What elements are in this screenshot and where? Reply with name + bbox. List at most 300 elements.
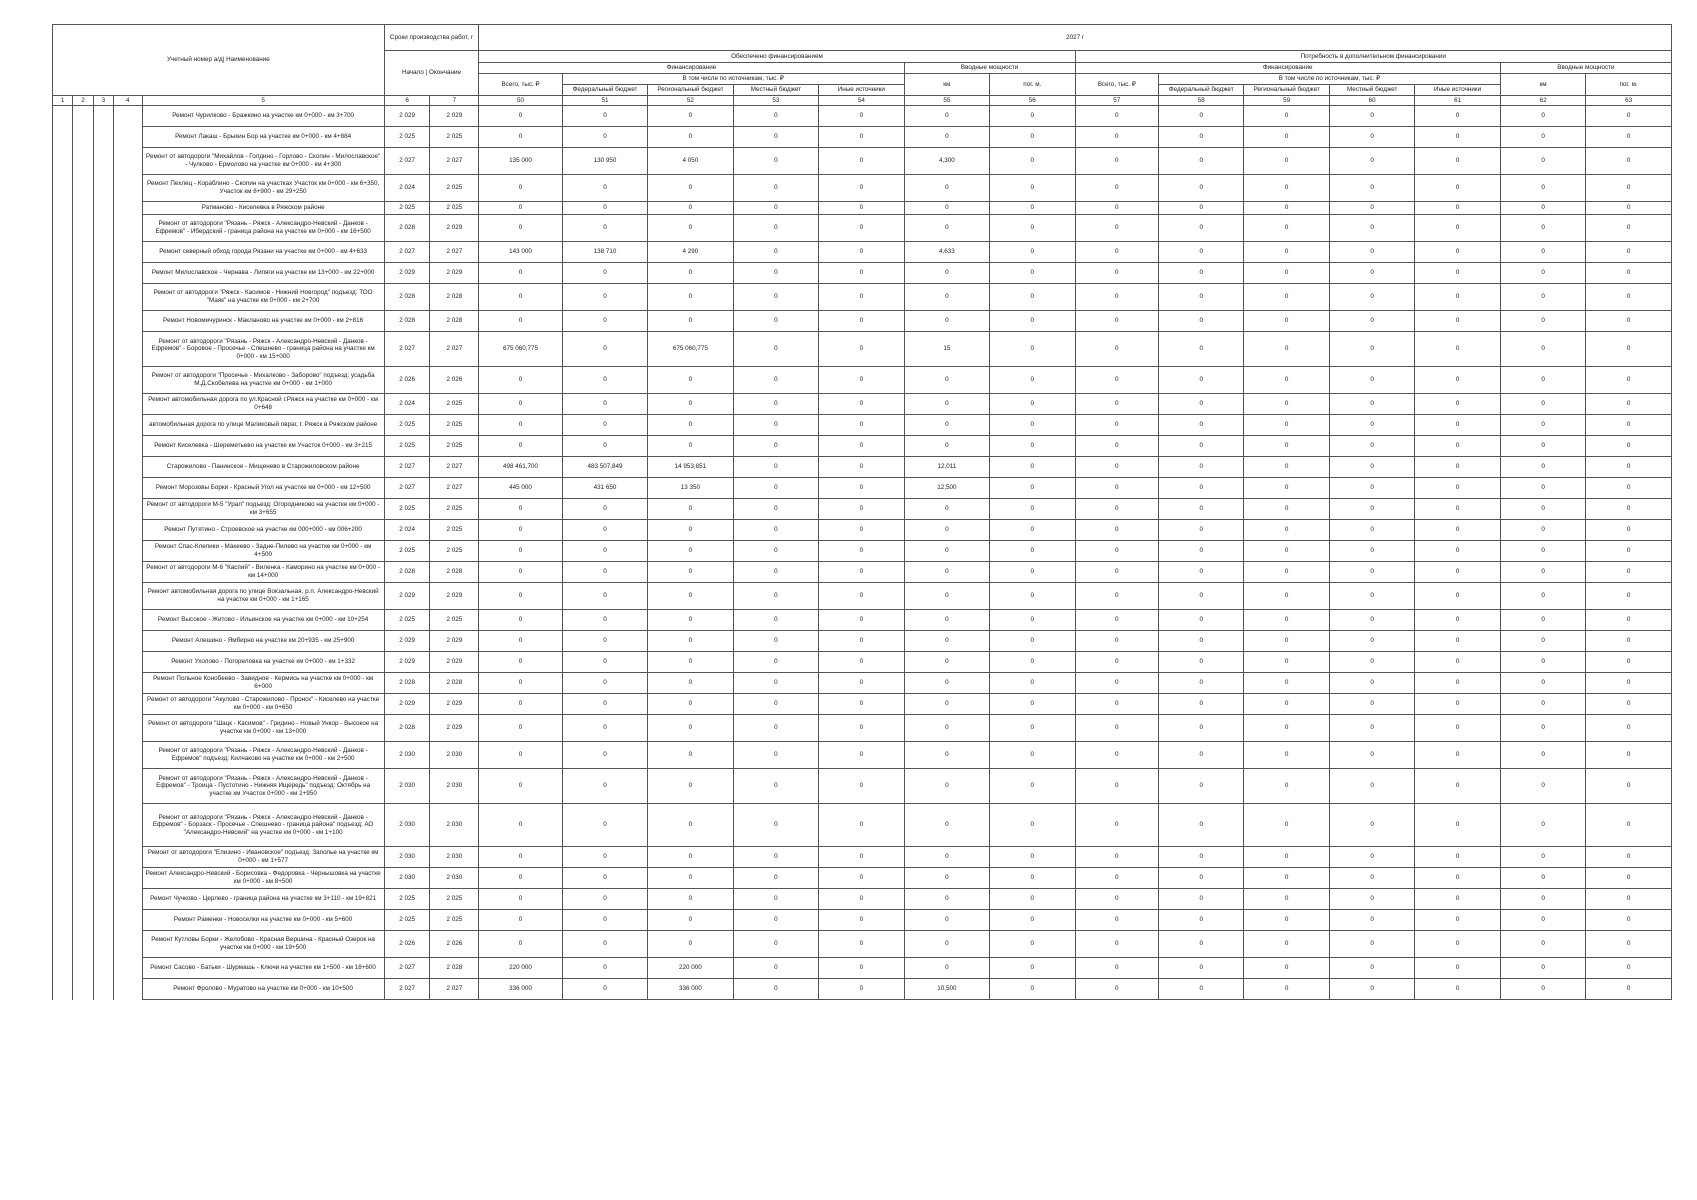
value-cell: 0 bbox=[990, 436, 1075, 457]
value-cell: 0 bbox=[1075, 415, 1158, 436]
index-cell bbox=[93, 804, 113, 847]
index-cell bbox=[73, 106, 93, 127]
start-year-cell: 2 028 bbox=[384, 673, 430, 694]
value-cell: 0 bbox=[1415, 520, 1500, 541]
value-cell: 0 bbox=[733, 520, 818, 541]
index-cell bbox=[53, 106, 73, 127]
value-cell: 0 bbox=[1158, 106, 1243, 127]
value-cell: 0 bbox=[1158, 284, 1243, 311]
value-cell: 0 bbox=[990, 263, 1075, 284]
index-cell bbox=[93, 652, 113, 673]
value-cell: 0 bbox=[1329, 868, 1414, 889]
value-cell: 0 bbox=[990, 541, 1075, 562]
value-cell: 0 bbox=[819, 520, 904, 541]
value-cell: 0 bbox=[1329, 847, 1414, 868]
value-cell: 0 bbox=[1158, 499, 1243, 520]
index-cell bbox=[73, 499, 93, 520]
table-row bbox=[53, 499, 1672, 520]
value-cell: 0 bbox=[733, 694, 818, 715]
value-cell: 0 bbox=[904, 367, 989, 394]
value-cell: 0 bbox=[562, 958, 647, 979]
table-row bbox=[53, 715, 1672, 742]
table-row bbox=[53, 889, 1672, 910]
value-cell: 0 bbox=[1329, 215, 1414, 242]
column-number: 52 bbox=[648, 96, 733, 106]
road-name-cell: Ремонт от автодороги "Шацк - Касимов" - Гридино - Новый Ункор - Высокое на участке км 0+000 - км 13+000 bbox=[142, 715, 384, 742]
value-cell: 0 bbox=[990, 311, 1075, 332]
index-cell bbox=[73, 958, 93, 979]
value-cell: 0 bbox=[733, 673, 818, 694]
value-cell: 0 bbox=[990, 769, 1075, 804]
column-number: 60 bbox=[1329, 96, 1414, 106]
end-year-cell: 2 028 bbox=[430, 284, 479, 311]
road-name-cell: Ремонт от автодороги "Просечье - Михалково - Заборово" подъезд: усадьба М.Д.Скобелева на участке км 0+000 - км 1+000 bbox=[142, 367, 384, 394]
value-cell: 0 bbox=[648, 652, 733, 673]
end-year-cell: 2 028 bbox=[430, 311, 479, 332]
index-cell bbox=[73, 311, 93, 332]
value-cell: 0 bbox=[1075, 202, 1158, 215]
value-cell: 0 bbox=[1415, 694, 1500, 715]
value-cell: 0 bbox=[1415, 148, 1500, 175]
value-cell: 0 bbox=[904, 673, 989, 694]
header-federal-secured: Федеральный бюджет bbox=[562, 85, 647, 96]
value-cell: 0 bbox=[1244, 694, 1329, 715]
value-cell: 0 bbox=[1075, 715, 1158, 742]
value-cell: 0 bbox=[648, 715, 733, 742]
end-year-cell: 2 030 bbox=[430, 804, 479, 847]
value-cell: 0 bbox=[990, 562, 1075, 583]
index-cell bbox=[114, 889, 142, 910]
index-cell bbox=[53, 284, 73, 311]
value-cell: 0 bbox=[1158, 631, 1243, 652]
value-cell: 0 bbox=[904, 583, 989, 610]
index-cell bbox=[73, 202, 93, 215]
value-cell: 0 bbox=[990, 804, 1075, 847]
value-cell: 0 bbox=[562, 499, 647, 520]
index-cell bbox=[53, 631, 73, 652]
value-cell: 0 bbox=[1415, 769, 1500, 804]
value-cell: 0 bbox=[1586, 148, 1672, 175]
value-cell: 0 bbox=[479, 436, 562, 457]
road-name-cell: Ремонт Чучково - Церлево - граница района на участке км 3+110 - км 19+821 bbox=[142, 889, 384, 910]
value-cell: 0 bbox=[733, 889, 818, 910]
value-cell: 0 bbox=[1500, 415, 1585, 436]
index-cell bbox=[114, 457, 142, 478]
road-name-cell: Ремонт Александро-Невский - Борисовка - Федоровка - Чернышовка на участке км 0+000 - км 8+500 bbox=[142, 868, 384, 889]
start-year-cell: 2 026 bbox=[384, 931, 430, 958]
header-year: 2027 г bbox=[479, 25, 1672, 51]
value-cell: 0 bbox=[479, 394, 562, 415]
start-year-cell: 2 029 bbox=[384, 583, 430, 610]
value-cell: 0 bbox=[819, 742, 904, 769]
index-cell bbox=[53, 520, 73, 541]
value-cell: 0 bbox=[562, 715, 647, 742]
value-cell: 0 bbox=[1329, 541, 1414, 562]
document-sheet bbox=[52, 24, 1672, 1000]
index-cell bbox=[93, 499, 113, 520]
value-cell: 0 bbox=[1329, 715, 1414, 742]
value-cell: 0 bbox=[1244, 583, 1329, 610]
index-cell bbox=[93, 631, 113, 652]
value-cell: 0 bbox=[1244, 499, 1329, 520]
start-year-cell: 2 029 bbox=[384, 631, 430, 652]
value-cell: 0 bbox=[819, 931, 904, 958]
value-cell: 0 bbox=[1244, 263, 1329, 284]
value-cell: 0 bbox=[819, 311, 904, 332]
value-cell: 0 bbox=[1415, 332, 1500, 367]
value-cell: 0 bbox=[1415, 202, 1500, 215]
index-cell bbox=[73, 215, 93, 242]
index-cell bbox=[114, 979, 142, 1000]
value-cell: 0 bbox=[990, 332, 1075, 367]
value-cell: 0 bbox=[990, 367, 1075, 394]
value-cell: 0 bbox=[1329, 931, 1414, 958]
value-cell: 0 bbox=[733, 541, 818, 562]
value-cell: 0 bbox=[1586, 332, 1672, 367]
value-cell: 0 bbox=[990, 106, 1075, 127]
value-cell: 0 bbox=[1158, 311, 1243, 332]
value-cell: 0 bbox=[1244, 910, 1329, 931]
index-cell bbox=[53, 215, 73, 242]
value-cell: 0 bbox=[1244, 415, 1329, 436]
value-cell: 0 bbox=[1075, 499, 1158, 520]
table-row bbox=[53, 541, 1672, 562]
road-name-cell: Ремонт Высокое - Житово - Ильинское на участке км 0+000 - км 10+254 bbox=[142, 610, 384, 631]
table-row bbox=[53, 478, 1672, 499]
index-cell bbox=[53, 415, 73, 436]
value-cell: 0 bbox=[1500, 175, 1585, 202]
value-cell: 0 bbox=[1158, 562, 1243, 583]
value-cell: 0 bbox=[819, 499, 904, 520]
value-cell: 0 bbox=[1586, 436, 1672, 457]
road-name-cell: Ремонт Фролово - Муратово на участке км 0+000 - км 10+500 bbox=[142, 979, 384, 1000]
value-cell: 0 bbox=[990, 394, 1075, 415]
end-year-cell: 2 025 bbox=[430, 415, 479, 436]
table-row bbox=[53, 457, 1672, 478]
table-row bbox=[53, 284, 1672, 311]
end-year-cell: 2 026 bbox=[430, 931, 479, 958]
index-cell bbox=[73, 847, 93, 868]
value-cell: 0 bbox=[819, 284, 904, 311]
end-year-cell: 2 028 bbox=[430, 562, 479, 583]
value-cell: 0 bbox=[819, 847, 904, 868]
value-cell: 0 bbox=[479, 715, 562, 742]
value-cell: 0 bbox=[819, 202, 904, 215]
table-row bbox=[53, 910, 1672, 931]
table-row bbox=[53, 242, 1672, 263]
value-cell: 0 bbox=[1075, 457, 1158, 478]
value-cell: 0 bbox=[1075, 804, 1158, 847]
table-row bbox=[53, 979, 1672, 1000]
value-cell: 0 bbox=[1158, 520, 1243, 541]
index-cell bbox=[93, 868, 113, 889]
value-cell: 675 060,775 bbox=[479, 332, 562, 367]
index-cell bbox=[114, 931, 142, 958]
value-cell: 0 bbox=[904, 436, 989, 457]
header-terms: Сроки производства работ, г bbox=[384, 25, 479, 51]
value-cell: 0 bbox=[990, 631, 1075, 652]
value-cell: 0 bbox=[1500, 931, 1585, 958]
value-cell: 0 bbox=[733, 415, 818, 436]
end-year-cell: 2 029 bbox=[430, 263, 479, 284]
value-cell: 0 bbox=[479, 367, 562, 394]
road-name-cell: Ремонт от автодороги "Михайлов - Голдино - Горлово - Скопин - Милославское" - Чулково - Ермолово на участке км 0+000 - км 4+300 bbox=[142, 148, 384, 175]
index-cell bbox=[93, 478, 113, 499]
value-cell: 0 bbox=[1075, 520, 1158, 541]
value-cell: 0 bbox=[1244, 520, 1329, 541]
value-cell: 0 bbox=[1500, 148, 1585, 175]
header-start-end: Начало | Окончание bbox=[384, 51, 479, 96]
road-name-cell: Ремонт от автодороги "Рязань - Ряжск - Александро-Невский - Данков - Ефремов" - Троица - Пустотино - Нижняя Ищередь" подъезд: Октябрь на участке км Участок 0+000 - км 2+950 bbox=[142, 769, 384, 804]
column-number-row bbox=[53, 96, 1672, 106]
value-cell: 0 bbox=[562, 367, 647, 394]
value-cell: 0 bbox=[648, 868, 733, 889]
end-year-cell: 2 029 bbox=[430, 694, 479, 715]
value-cell: 0 bbox=[479, 415, 562, 436]
value-cell: 0 bbox=[819, 610, 904, 631]
index-cell bbox=[114, 284, 142, 311]
value-cell: 0 bbox=[1075, 610, 1158, 631]
value-cell: 0 bbox=[733, 931, 818, 958]
index-cell bbox=[114, 583, 142, 610]
index-cell bbox=[73, 436, 93, 457]
table-row bbox=[53, 804, 1672, 847]
value-cell: 0 bbox=[733, 610, 818, 631]
value-cell: 0 bbox=[990, 127, 1075, 148]
value-cell: 0 bbox=[1415, 311, 1500, 332]
value-cell: 0 bbox=[819, 910, 904, 931]
end-year-cell: 2 025 bbox=[430, 175, 479, 202]
value-cell: 336 000 bbox=[479, 979, 562, 1000]
value-cell: 0 bbox=[479, 520, 562, 541]
value-cell: 13 350 bbox=[648, 478, 733, 499]
start-year-cell: 2 025 bbox=[384, 436, 430, 457]
index-cell bbox=[73, 242, 93, 263]
value-cell: 0 bbox=[1244, 979, 1329, 1000]
header-additional: Потребность в дополнительном финансировании bbox=[1075, 51, 1671, 63]
index-cell bbox=[93, 263, 113, 284]
value-cell: 0 bbox=[1075, 769, 1158, 804]
column-number: 5 bbox=[142, 96, 384, 106]
value-cell: 12,500 bbox=[904, 478, 989, 499]
index-cell bbox=[93, 742, 113, 769]
value-cell: 0 bbox=[1586, 367, 1672, 394]
table-row bbox=[53, 127, 1672, 148]
value-cell: 0 bbox=[1244, 127, 1329, 148]
value-cell: 0 bbox=[562, 910, 647, 931]
value-cell: 0 bbox=[904, 215, 989, 242]
value-cell: 0 bbox=[1415, 652, 1500, 673]
value-cell: 0 bbox=[1586, 562, 1672, 583]
value-cell: 0 bbox=[990, 742, 1075, 769]
end-year-cell: 2 030 bbox=[430, 769, 479, 804]
column-number: 1 bbox=[53, 96, 73, 106]
value-cell: 0 bbox=[1244, 673, 1329, 694]
header-regional-additional: Региональный бюджет bbox=[1244, 85, 1329, 96]
value-cell: 0 bbox=[479, 499, 562, 520]
value-cell: 0 bbox=[990, 415, 1075, 436]
start-year-cell: 2 027 bbox=[384, 148, 430, 175]
value-cell: 130 950 bbox=[562, 148, 647, 175]
index-cell bbox=[53, 148, 73, 175]
index-cell bbox=[93, 148, 113, 175]
value-cell: 0 bbox=[1075, 931, 1158, 958]
index-cell bbox=[114, 106, 142, 127]
value-cell: 0 bbox=[1500, 332, 1585, 367]
value-cell: 0 bbox=[1500, 694, 1585, 715]
index-cell bbox=[114, 415, 142, 436]
value-cell: 0 bbox=[562, 215, 647, 242]
value-cell: 0 bbox=[1158, 742, 1243, 769]
column-number: 57 bbox=[1075, 96, 1158, 106]
index-cell bbox=[93, 979, 113, 1000]
road-name-cell: Ремонт Ухолово - Погореловка на участке км 0+000 - км 1+332 bbox=[142, 652, 384, 673]
value-cell: 0 bbox=[733, 478, 818, 499]
value-cell: 0 bbox=[1415, 457, 1500, 478]
index-cell bbox=[114, 436, 142, 457]
value-cell: 0 bbox=[904, 847, 989, 868]
value-cell: 0 bbox=[1415, 436, 1500, 457]
value-cell: 0 bbox=[562, 332, 647, 367]
value-cell: 0 bbox=[1244, 394, 1329, 415]
end-year-cell: 2 027 bbox=[430, 478, 479, 499]
value-cell: 0 bbox=[1586, 715, 1672, 742]
column-number: 59 bbox=[1244, 96, 1329, 106]
value-cell: 0 bbox=[1415, 215, 1500, 242]
value-cell: 0 bbox=[1586, 478, 1672, 499]
index-cell bbox=[53, 804, 73, 847]
index-cell bbox=[114, 332, 142, 367]
value-cell: 0 bbox=[990, 499, 1075, 520]
value-cell: 0 bbox=[1329, 436, 1414, 457]
value-cell: 0 bbox=[990, 520, 1075, 541]
value-cell: 0 bbox=[1244, 175, 1329, 202]
road-name-cell: Ремонт от автодороги "Акулово - Старожилово - Пронск" - Киселево на участке км 0+000 - км 0+650 bbox=[142, 694, 384, 715]
value-cell: 0 bbox=[819, 478, 904, 499]
value-cell: 0 bbox=[1244, 478, 1329, 499]
value-cell: 0 bbox=[1244, 311, 1329, 332]
value-cell: 0 bbox=[1075, 673, 1158, 694]
value-cell: 0 bbox=[562, 673, 647, 694]
value-cell: 0 bbox=[904, 415, 989, 436]
value-cell: 0 bbox=[1500, 583, 1585, 610]
value-cell: 0 bbox=[479, 868, 562, 889]
value-cell: 0 bbox=[1244, 769, 1329, 804]
header-account-name: Учетный номер а/д| Наименование bbox=[53, 25, 385, 96]
value-cell: 0 bbox=[1500, 958, 1585, 979]
value-cell: 0 bbox=[990, 583, 1075, 610]
start-year-cell: 2 027 bbox=[384, 478, 430, 499]
value-cell: 0 bbox=[733, 715, 818, 742]
value-cell: 0 bbox=[562, 769, 647, 804]
value-cell: 0 bbox=[1586, 694, 1672, 715]
start-year-cell: 2 030 bbox=[384, 847, 430, 868]
value-cell: 0 bbox=[1586, 106, 1672, 127]
value-cell: 0 bbox=[479, 583, 562, 610]
value-cell: 0 bbox=[819, 694, 904, 715]
value-cell: 445 000 bbox=[479, 478, 562, 499]
value-cell: 0 bbox=[1586, 583, 1672, 610]
index-cell bbox=[93, 610, 113, 631]
value-cell: 0 bbox=[1329, 769, 1414, 804]
value-cell: 0 bbox=[1500, 215, 1585, 242]
value-cell: 0 bbox=[1158, 148, 1243, 175]
value-cell: 0 bbox=[1158, 979, 1243, 1000]
start-year-cell: 2 030 bbox=[384, 742, 430, 769]
header-capacity-secured: Вводные мощности bbox=[904, 63, 1075, 74]
value-cell: 0 bbox=[1415, 673, 1500, 694]
value-cell: 0 bbox=[819, 106, 904, 127]
value-cell: 0 bbox=[1075, 742, 1158, 769]
index-cell bbox=[114, 652, 142, 673]
value-cell: 0 bbox=[733, 562, 818, 583]
value-cell: 0 bbox=[1329, 394, 1414, 415]
value-cell: 0 bbox=[904, 889, 989, 910]
end-year-cell: 2 025 bbox=[430, 202, 479, 215]
end-year-cell: 2 027 bbox=[430, 979, 479, 1000]
value-cell: 0 bbox=[1500, 478, 1585, 499]
start-year-cell: 2 025 bbox=[384, 610, 430, 631]
value-cell: 0 bbox=[1415, 284, 1500, 311]
index-cell bbox=[53, 715, 73, 742]
table-row bbox=[53, 263, 1672, 284]
end-year-cell: 2 029 bbox=[430, 715, 479, 742]
value-cell: 0 bbox=[1075, 958, 1158, 979]
value-cell: 0 bbox=[1075, 979, 1158, 1000]
index-cell bbox=[73, 652, 93, 673]
index-cell bbox=[93, 694, 113, 715]
value-cell: 0 bbox=[1075, 541, 1158, 562]
value-cell: 220 000 bbox=[479, 958, 562, 979]
value-cell: 0 bbox=[1415, 541, 1500, 562]
value-cell: 0 bbox=[904, 284, 989, 311]
value-cell: 0 bbox=[904, 715, 989, 742]
value-cell: 0 bbox=[1244, 242, 1329, 263]
value-cell: 0 bbox=[990, 215, 1075, 242]
value-cell: 14 953,851 bbox=[648, 457, 733, 478]
value-cell: 0 bbox=[1415, 931, 1500, 958]
index-cell bbox=[53, 332, 73, 367]
value-cell: 0 bbox=[1158, 436, 1243, 457]
column-number: 2 bbox=[73, 96, 93, 106]
value-cell: 0 bbox=[1415, 804, 1500, 847]
value-cell: 0 bbox=[562, 415, 647, 436]
table-row bbox=[53, 673, 1672, 694]
end-year-cell: 2 029 bbox=[430, 215, 479, 242]
column-number: 58 bbox=[1158, 96, 1243, 106]
road-name-cell: Ремонт Раменки - Новоселки на участке км 0+000 - км 5+600 bbox=[142, 910, 384, 931]
value-cell: 0 bbox=[1586, 631, 1672, 652]
value-cell: 0 bbox=[1329, 202, 1414, 215]
value-cell: 0 bbox=[1586, 958, 1672, 979]
value-cell: 0 bbox=[733, 127, 818, 148]
value-cell: 0 bbox=[1329, 889, 1414, 910]
value-cell: 0 bbox=[733, 284, 818, 311]
road-name-cell: Ремонт Чурилково - Бражкино на участке км 0+000 - км 3+700 bbox=[142, 106, 384, 127]
index-cell bbox=[114, 175, 142, 202]
value-cell: 0 bbox=[1329, 499, 1414, 520]
value-cell: 0 bbox=[1244, 889, 1329, 910]
value-cell: 0 bbox=[648, 631, 733, 652]
index-cell bbox=[114, 478, 142, 499]
table-row bbox=[53, 868, 1672, 889]
end-year-cell: 2 025 bbox=[430, 910, 479, 931]
value-cell: 0 bbox=[1244, 652, 1329, 673]
value-cell: 0 bbox=[1158, 175, 1243, 202]
start-year-cell: 2 026 bbox=[384, 367, 430, 394]
value-cell: 498 461,700 bbox=[479, 457, 562, 478]
value-cell: 0 bbox=[990, 673, 1075, 694]
